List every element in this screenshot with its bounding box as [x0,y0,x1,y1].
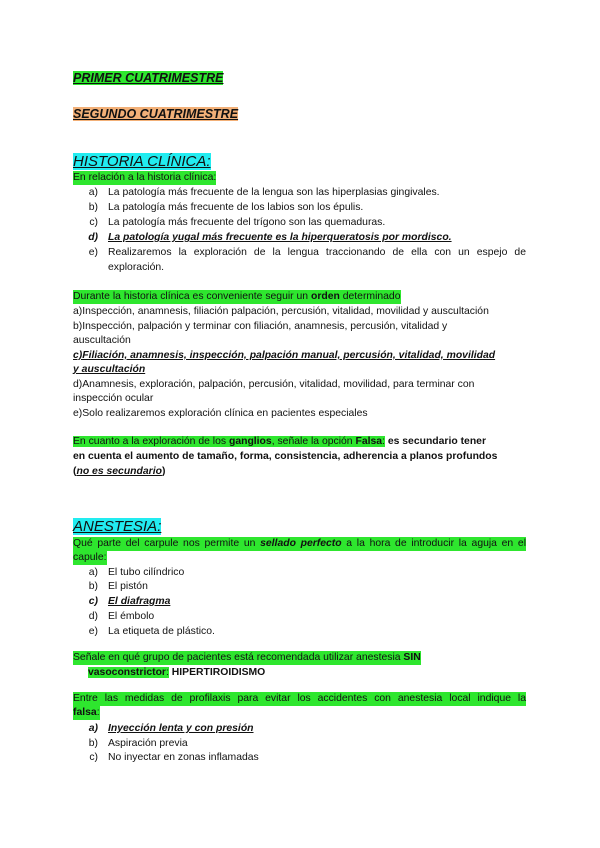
option-text: Aspiración previa [108,738,188,749]
option-letter: b) [88,581,98,592]
q3-answer-line1: es secundario tener [384,436,486,447]
q3-colon: : [382,436,385,447]
paren-close: ) [161,466,166,477]
q6-colon: : [96,707,100,718]
option-text: La patología más frecuente de la lengua son las hiperplasias gingivales. [108,187,440,198]
option-text: La patología más frecuente del trígono son las quemaduras. [108,217,386,228]
option-text-line1: Realizaremos la exploración de la lengua traccionando de ella con un espejo de [108,247,526,258]
q5-colon: : [165,667,169,678]
q2-option-d-line1: d)Anamnesis, exploración, palpación, percusión, vitalidad, movilidad, para terminar con [73,379,475,390]
q4-prompt-line2: capule: [73,552,107,563]
q5-prompt-line2 [88,667,169,678]
option-letter: c) [88,596,98,607]
q3-answer-line3 [73,465,165,479]
option-letter: c) [89,217,98,228]
q6-prompt-line2 [73,706,100,720]
q2-option-e: e)Solo realizaremos exploración clínica en pacientes especiales [73,408,368,419]
q2-option-a: a)Inspección, anamnesis, filiación palpación, percusión, vitalidad, movilidad y auscultación [73,306,489,317]
q2-option-c-correct-line1: c)Filiación, anamnesis, inspección, palpación manual, percusión, vitalidad, movilidad [73,350,496,361]
option-text-line2: exploración. [108,262,165,273]
q4-pre: Qué parte del carpule nos permite un [73,538,261,549]
q2-prompt [73,290,401,304]
option-text: La patología yugal más frecuente es la hiperqueratosis por mordisco. [108,232,452,243]
heading-segundo-cuatrimestre: SEGUNDO CUATRIMESTRE [73,107,239,121]
q5-vasoconstrictor: vasoconstrictor [88,667,166,678]
q3-prompt [73,436,385,447]
q5-pre: Señale en qué grupo de pacientes está recomendada utilizar anestesia [73,652,404,663]
q3-mid: , señale la opción [271,436,356,447]
option-text: Inyección lenta y con presión [108,723,254,734]
q2-option-c-correct-line2: y auscultación [73,364,146,375]
option-letter: d) [88,611,98,622]
q2-prompt-post: determinado [339,291,401,302]
heading-historia-clinica: HISTORIA CLÍNICA: [73,153,211,170]
q3-pre: En cuanto a la exploración de los [73,436,229,447]
option-letter: a) [88,723,98,734]
option-letter: b) [88,738,98,749]
q2-option-b-line2: auscultación [73,335,131,346]
q6-bold-falsa: falsa [73,707,97,718]
option-text: El émbolo [108,611,155,622]
q4-prompt-line1 [73,537,526,551]
paren-open: ( [73,466,77,477]
option-text: La etiqueta de plástico. [108,626,215,637]
option-letter: e) [88,626,98,637]
q5-answer: HIPERTIROIDISMO [168,667,266,678]
q3-answer-line2: en cuenta el aumento de tamaño, forma, consistencia, adherencia a planos profundos [73,451,498,462]
q5-bold-sin: SIN [403,652,421,663]
option-letter: e) [88,247,98,258]
heading-primer-cuatrimestre: PRIMER CUATRIMESTRE [73,71,224,85]
option-letter: b) [88,202,98,213]
option-text: La patología más frecuente de los labios son los épulis. [108,202,364,213]
q3-line1 [73,435,486,449]
option-text: No inyectar en zonas inflamadas [108,752,259,763]
q4-post: a la hora de introducir la aguja en el [341,538,526,549]
q2-option-b-line1: b)Inspección, palpación y terminar con filiación, anamnesis, percusión, vitalidad y [73,321,448,332]
q1-prompt: En relación a la historia clínica: [73,172,217,183]
option-letter: a) [88,567,98,578]
q3-bold-falsa: Falsa [355,436,383,447]
q2-prompt-bold: orden [310,291,340,302]
option-letter: a) [88,187,98,198]
q5-prompt-line1 [73,651,421,665]
option-text: El pistón [108,581,148,592]
q5-line2 [88,666,265,680]
heading-anestesia: ANESTESIA: [73,518,162,535]
q6-prompt-line1: Entre las medidas de profilaxis para evitar los accidentes con anestesia local indique la [73,693,526,704]
option-text: El diafragma [108,596,171,607]
q3-no-es-secundario: no es secundario [76,466,162,477]
q4-sellado-perfecto: sellado perfecto [260,538,342,549]
option-letter: c) [89,752,98,763]
option-letter: d) [88,232,98,243]
q2-prompt-pre: Durante la historia clínica es conveniente seguir un [73,291,311,302]
option-text: El tubo cilíndrico [108,567,185,578]
q2-option-d-line2: inspección ocular [73,393,154,404]
q3-bold-ganglios: ganglios [228,436,272,447]
